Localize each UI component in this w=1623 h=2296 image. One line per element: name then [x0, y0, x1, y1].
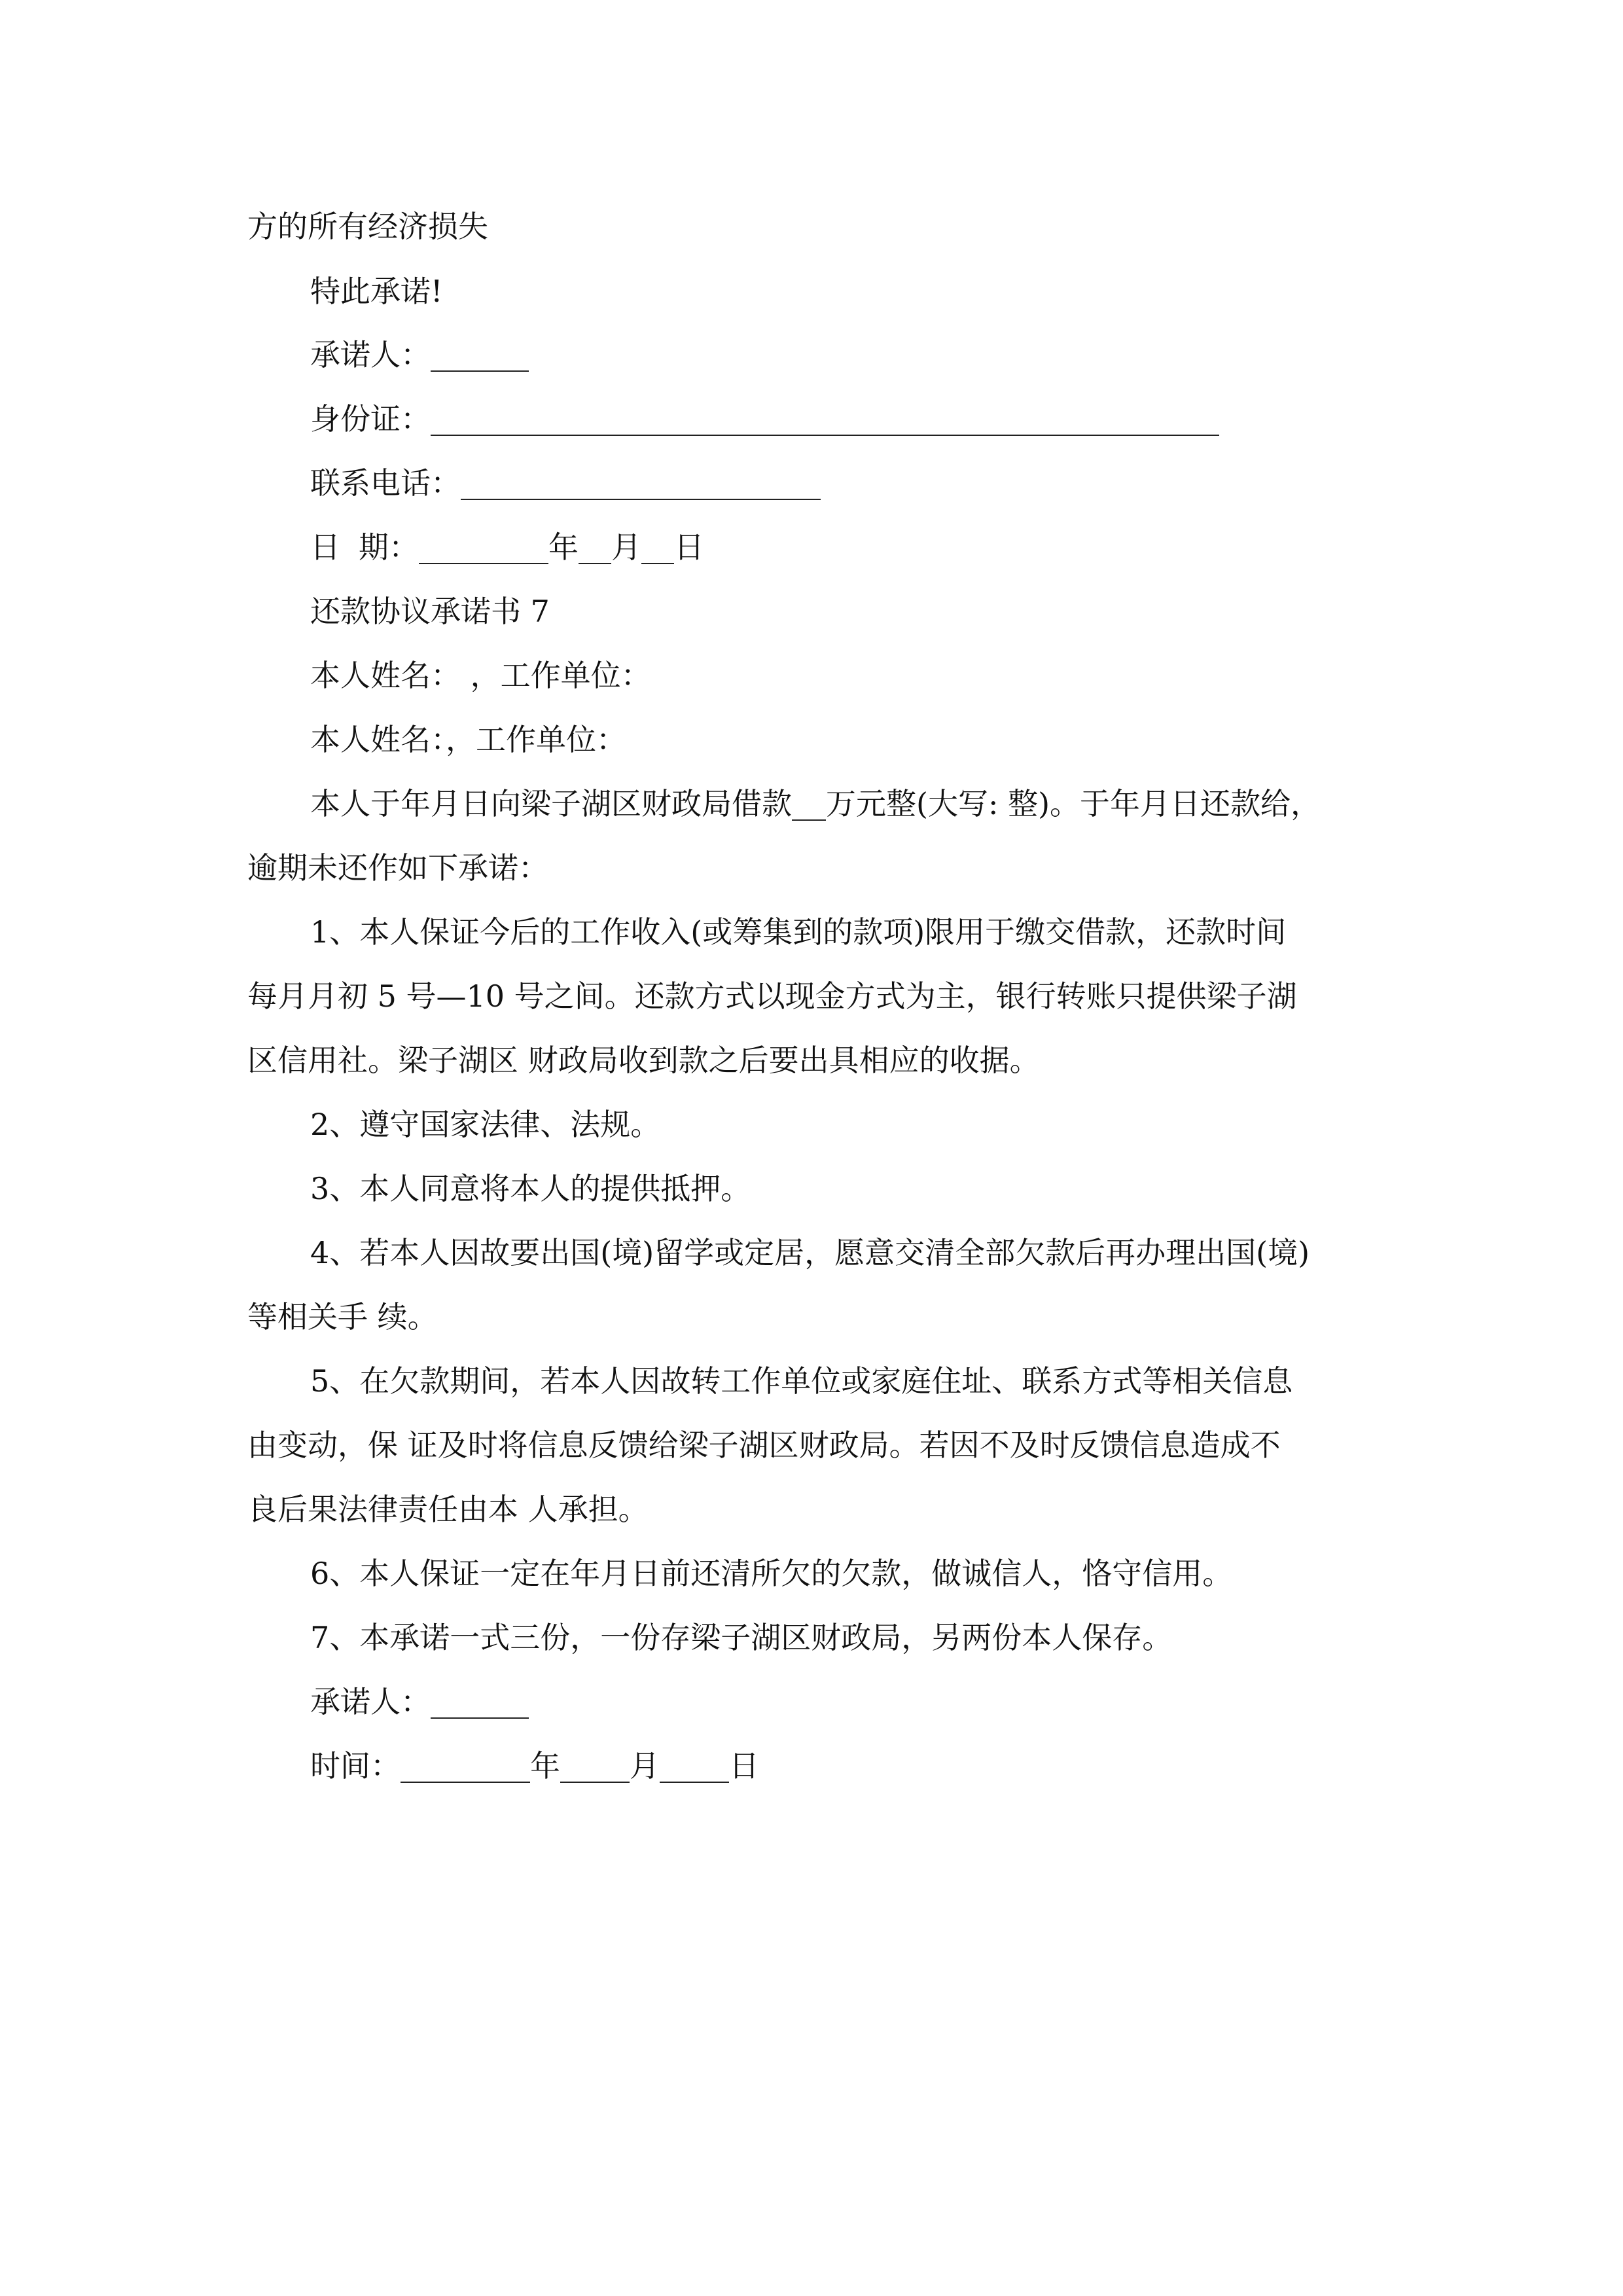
- signer-blank: [431, 338, 529, 372]
- signer-field: [310, 334, 1380, 376]
- date-day-label: 日: [674, 529, 704, 565]
- phone-blank: [461, 466, 821, 500]
- time-year-blank: [401, 1749, 530, 1783]
- time-month-label: 月: [630, 1748, 660, 1784]
- clause-7: 7、本承诺一式三份，一份存梁子湖区财政局，另两份本人保存。: [310, 1620, 1173, 1655]
- clause-4-line-1: 4、若本人因故要出国(境)留学或定居，愿意交清全部欠款后再办理出国(境): [310, 1235, 1310, 1270]
- id-card-label: 身份证：: [310, 401, 431, 437]
- phone-field: [310, 462, 1380, 504]
- name-employer-line-1: 本人姓名： ，工作单位：: [310, 658, 651, 693]
- signer-label-2: 承诺人：: [310, 1684, 431, 1719]
- loan-amount-blank: [792, 787, 826, 821]
- time-label: 时间：: [310, 1748, 401, 1784]
- section-heading: 还款协议承诺书 7: [310, 594, 550, 629]
- time-day-label: 日: [729, 1748, 759, 1784]
- clause-5-line-2: 由变动，保 证及时将信息反馈给梁子湖区财政局。若因不及时反馈信息造成不: [247, 1427, 1281, 1463]
- date-field: [310, 526, 1380, 568]
- clause-6: 6、本人保证一定在年月日前还清所欠的欠款，做诚信人，恪守信用。: [310, 1556, 1233, 1591]
- signer-label: 承诺人：: [310, 337, 431, 372]
- date-month-blank: [579, 530, 611, 564]
- clause-2: 2、遵守国家法律、法规。: [310, 1107, 661, 1142]
- text-line-loss: 方的所有经济损失: [247, 209, 488, 244]
- clause-5-line-3: 良后果法律责任由本 人承担。: [247, 1492, 649, 1527]
- loan-text-a: 本人于年月日向梁子湖区财政局借款: [310, 786, 792, 821]
- text-line-pledge: 特此承诺!: [310, 274, 443, 309]
- phone-label: 联系电话：: [310, 465, 461, 501]
- clause-1-line-1: 1、本人保证今后的工作收入(或筹集到的款项)限用于缴交借款，还款时间: [310, 914, 1287, 950]
- date-day-blank: [641, 530, 674, 564]
- clause-5-line-1: 5、在欠款期间，若本人因故转工作单位或家庭住址、联系方式等相关信息: [310, 1363, 1293, 1399]
- time-field: [310, 1745, 1380, 1787]
- date-year-blank: [419, 530, 548, 564]
- id-card-blank: [431, 402, 1219, 436]
- clause-1-line-3: 区信用社。梁子湖区 财政局收到款之后要出具相应的收据。: [247, 1043, 1040, 1078]
- loan-statement-line: [310, 783, 1380, 825]
- date-month-label: 月: [611, 529, 641, 565]
- date-label-b: 期：: [359, 529, 419, 565]
- date-year-label: 年: [548, 529, 579, 565]
- signer-blank-2: [431, 1685, 529, 1719]
- clause-3: 3、本人同意将本人的提供抵押。: [310, 1171, 751, 1206]
- clause-4-line-2: 等相关手 续。: [247, 1299, 438, 1335]
- clause-1-line-2: 每月月初 5 号—10 号之间。还款方式以现金方式为主，银行转账只提供梁子湖: [247, 978, 1297, 1014]
- name-employer-line-2: 本人姓名：，工作单位：: [310, 722, 626, 757]
- overdue-pledge-line: 逾期未还作如下承诺：: [247, 850, 548, 886]
- time-year-label: 年: [530, 1748, 560, 1784]
- id-card-field: [310, 398, 1380, 440]
- time-day-blank: [660, 1749, 729, 1783]
- date-label-a: 日: [310, 529, 340, 565]
- signer-field-2: [310, 1681, 1380, 1723]
- time-month-blank: [560, 1749, 630, 1783]
- loan-text-b: 万元整(大写: 整)。于年月日还款给，: [826, 786, 1321, 821]
